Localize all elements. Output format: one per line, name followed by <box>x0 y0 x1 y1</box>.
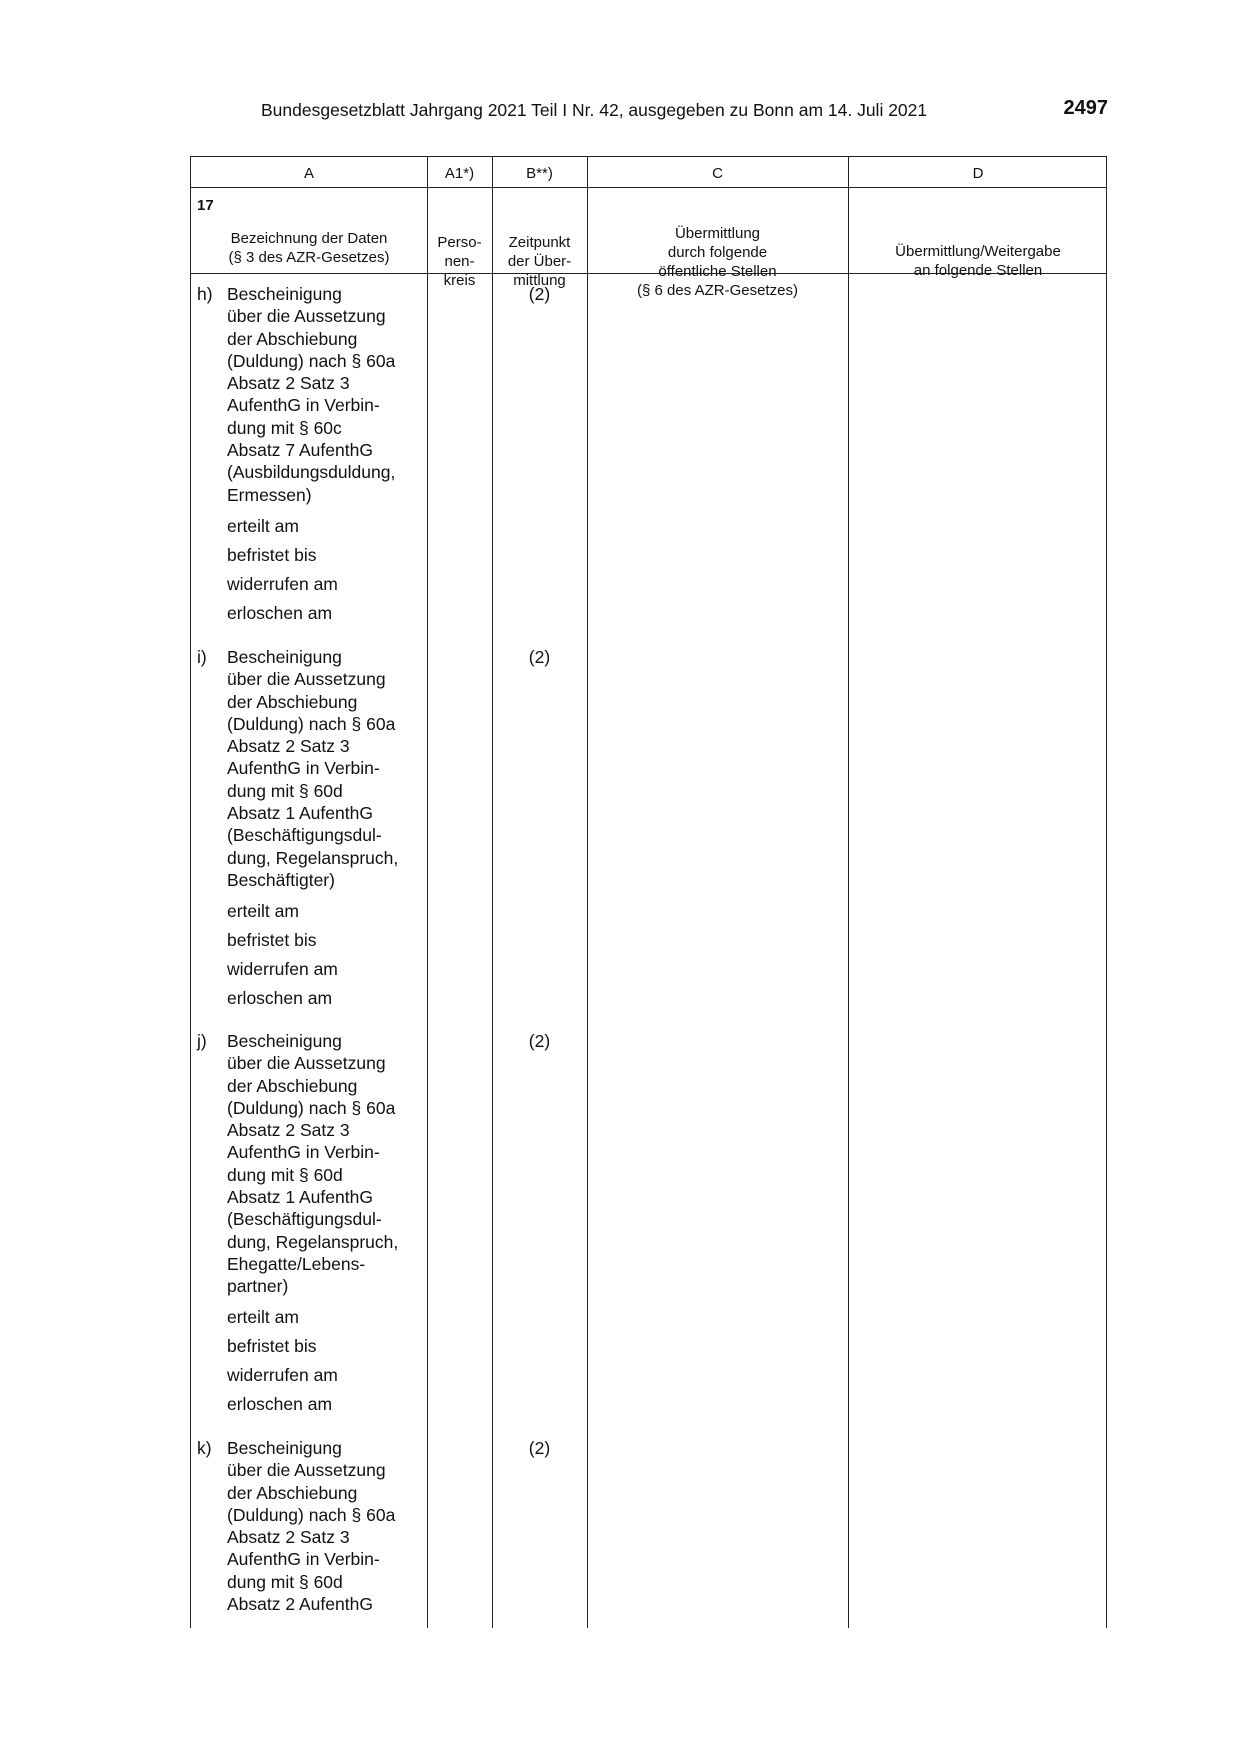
sub-item: widerrufen am <box>227 1365 338 1385</box>
column-letter-a: A <box>303 165 314 182</box>
sub-item-list <box>227 897 427 1013</box>
entry-text: Bescheinigung über die Aussetzung der Abschiebung (Duldung) nach § 60a Absatz 2 Satz 3 AufenthG in Verbin- dung mit § 60c Absatz 7 AufenthG (Ausbildungsduldung, Ermessen) <box>227 284 396 505</box>
sub-item: widerrufen am <box>227 959 338 979</box>
column-rule <box>848 157 849 1628</box>
entry-b-value: (2) <box>528 284 551 304</box>
entry-letter: j) <box>197 1031 207 1051</box>
page-number: 2497 <box>1063 97 1108 119</box>
heading-d: Übermittlung/Weitergabe an folgende Stellen <box>895 243 1061 279</box>
entry-b-value: (2) <box>528 1031 551 1051</box>
column-rule <box>587 157 588 1628</box>
entry-b-value: (2) <box>528 1438 551 1458</box>
entry-b-value: (2) <box>528 647 551 667</box>
data-table <box>190 156 1107 1628</box>
column-rule <box>427 157 428 1628</box>
running-title: Bundesgesetzblatt Jahrgang 2021 Teil I Nr. 42, ausgegeben zu Bonn am 14. Juli 2021 <box>261 100 928 120</box>
column-headings-row <box>191 187 1108 299</box>
entry-letter: k) <box>197 1438 212 1458</box>
entry-text: Bescheinigung über die Aussetzung der Abschiebung (Duldung) nach § 60a Absatz 2 Satz 3 AufenthG in Verbin- dung mit § 60d Absatz 2 AufenthG <box>227 1438 396 1615</box>
sub-item: erloschen am <box>227 988 333 1008</box>
sub-item: befristet bis <box>227 930 317 950</box>
running-head <box>0 97 1241 124</box>
sub-item: erteilt am <box>227 1307 299 1327</box>
heading-a: Bezeichnung der Daten (§ 3 des AZR-Gesetzes) <box>228 230 390 266</box>
sub-item: erloschen am <box>227 1394 333 1414</box>
entry-text: Bescheinigung über die Aussetzung der Abschiebung (Duldung) nach § 60a Absatz 2 Satz 3 AufenthG in Verbin- dung mit § 60d Absatz 1 AufenthG (Beschäftigungsdul- dung, Regelanspruch, Ehegatte/Lebens- partner) <box>227 1031 399 1297</box>
sub-item: erteilt am <box>227 516 299 536</box>
sub-item: befristet bis <box>227 545 317 565</box>
sub-item: erteilt am <box>227 901 299 921</box>
block-number: 17 <box>197 197 214 214</box>
column-letter-d: D <box>972 165 984 182</box>
sub-item: erloschen am <box>227 603 333 623</box>
sub-item: befristet bis <box>227 1336 317 1356</box>
column-letter-b: B**) <box>526 165 553 182</box>
heading-c: Übermittlung durch folgende öffentliche Stellen (§ 6 des AZR-Gesetzes) <box>637 225 798 299</box>
entry-text: Bescheinigung über die Aussetzung der Abschiebung (Duldung) nach § 60a Absatz 2 Satz 3 AufenthG in Verbin- dung mit § 60d Absatz 1 AufenthG (Beschäftigungsdul- dung, Regelanspruch, Beschäftigter) <box>227 647 399 890</box>
sub-item-list <box>227 1303 427 1419</box>
column-letter-a1: A1*) <box>444 165 475 182</box>
entry-letter: h) <box>197 284 213 304</box>
heading-b: Zeitpunkt der Über- mittlung <box>507 234 572 289</box>
entry-letter: i) <box>197 647 207 667</box>
heading-a1: Perso- nen- kreis <box>437 234 482 289</box>
column-rule <box>492 157 493 1628</box>
sub-item-list <box>227 512 427 628</box>
column-letter-c: C <box>712 165 723 182</box>
sub-item: widerrufen am <box>227 574 338 594</box>
